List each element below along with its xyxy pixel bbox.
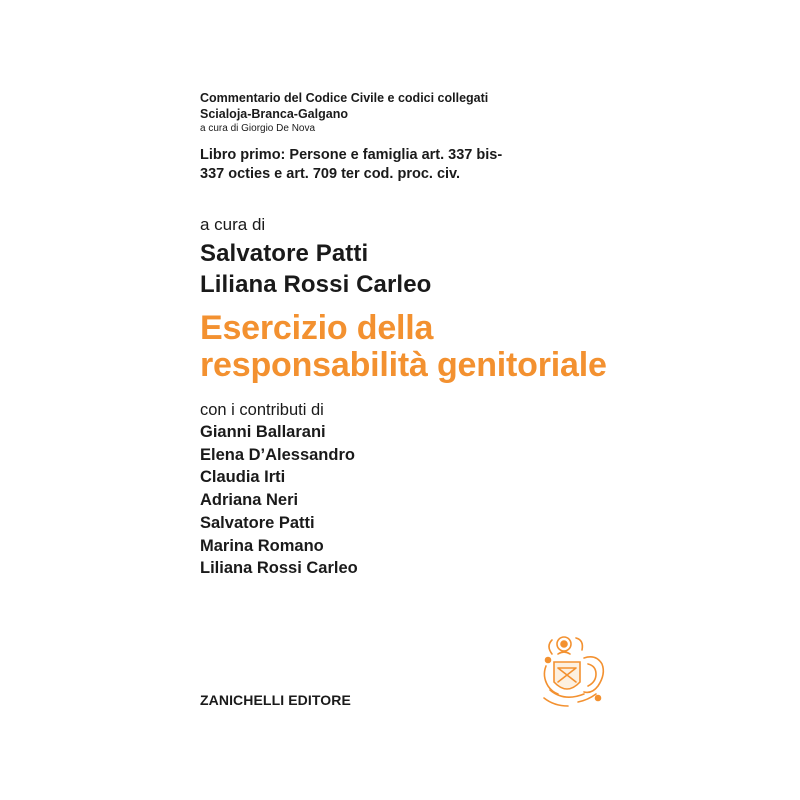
book-title [200,310,607,384]
series-block [200,90,488,135]
series-title: Commentario del Codice Civile e codici collegati [200,91,489,105]
volume-line-2: 337 octies e art. 709 ter cod. proc. civ. [200,166,461,182]
publisher-name: ZANICHELLI EDITORE [200,692,351,708]
editors-block [200,238,431,300]
contributor-name: Salvatore Patti [200,513,315,532]
contributor-name: Liliana Rossi Carleo [200,559,358,578]
contributor-name: Gianni Ballarani [200,423,326,441]
editor-name: Liliana Rossi Carleo [200,271,432,298]
series-curator: a cura di Giorgio De Nova [200,123,316,134]
contributors-block [200,400,358,580]
curatela-label: a cura di [200,215,266,234]
volume-line-1: Libro primo: Persone e famiglia art. 337 bis- [200,147,503,163]
contributors-label: con i contributi di [200,401,324,419]
title-line-2: responsabilità genitoriale [200,346,607,384]
title-line-1: Esercizio della [200,309,434,347]
contributor-name: Claudia Irti [200,468,286,487]
contributor-name: Marina Romano [200,536,324,555]
volume-block [200,146,560,184]
zanichelli-emblem-icon [538,632,612,708]
contributor-name: Elena D’Alessandro [200,445,355,464]
contributor-name: Adriana Neri [200,491,299,510]
editor-name: Salvatore Patti [200,240,369,267]
series-authors: Scialoja-Branca-Galgano [200,107,348,121]
